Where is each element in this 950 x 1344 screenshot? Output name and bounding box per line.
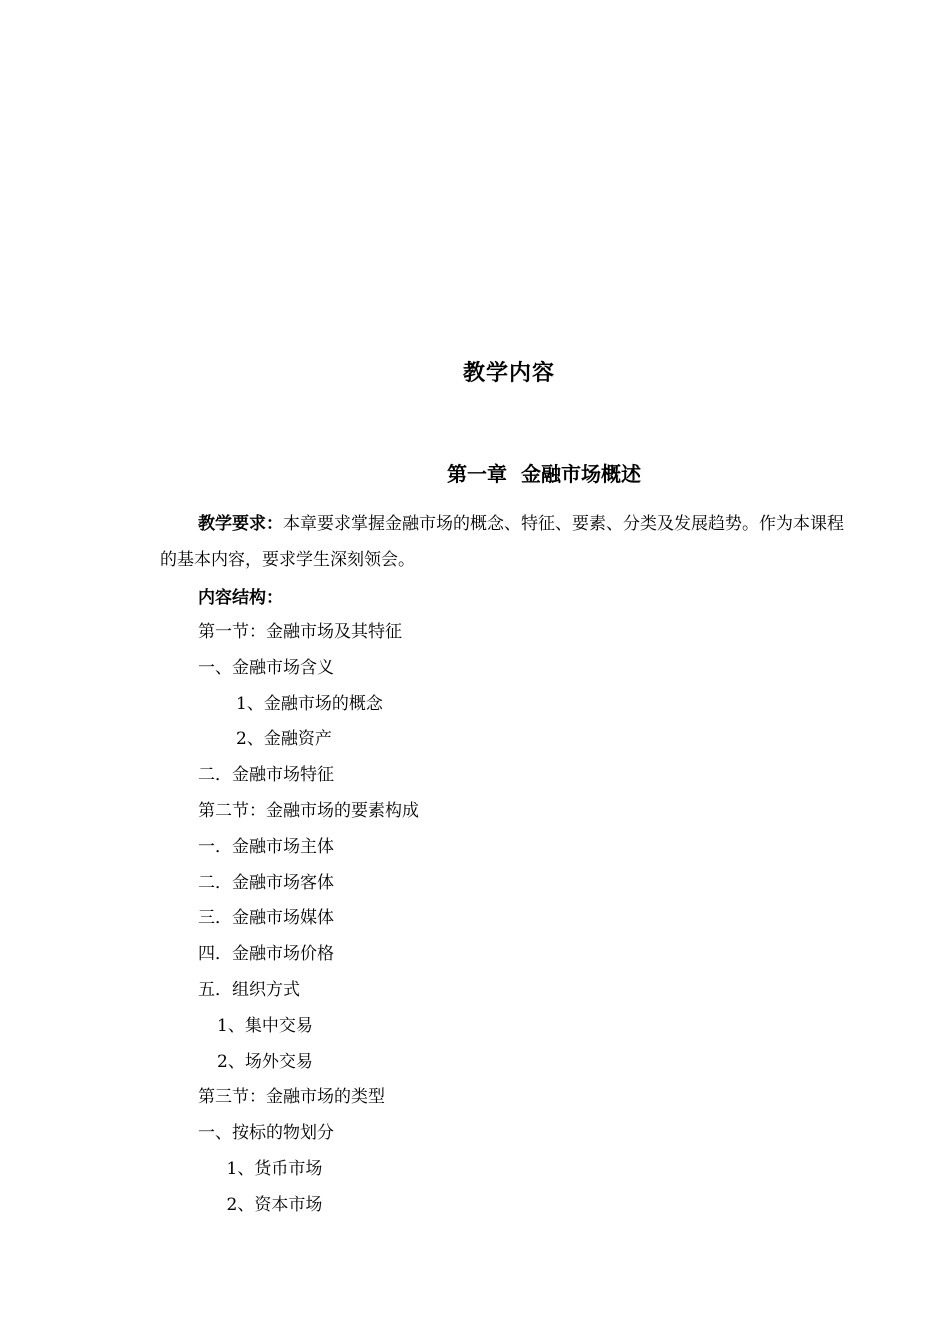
- outline-item: 第二节：金融市场的要素构成: [198, 800, 419, 821]
- outline-item: 五．组织方式: [198, 979, 300, 1000]
- outline-item: 三．金融市场媒体: [198, 908, 334, 929]
- outline-item: 1、金融市场的概念: [236, 693, 383, 714]
- outline-item: 2、金融资产: [236, 729, 332, 750]
- outline-item: 第三节：金融市场的类型: [198, 1087, 385, 1108]
- requirement-label: 教学要求：: [198, 514, 283, 534]
- requirement-text: 本章要求掌握金融市场的概念、特征、要素、分类及发展趋势。作为本课程的基本内容，要求学生深刻领会。: [160, 514, 844, 570]
- outline-item: 1、集中交易: [217, 1015, 313, 1036]
- chapter-title: 第一章 金融市场概述: [447, 462, 641, 486]
- outline-item: 一、按标的物划分: [198, 1123, 334, 1144]
- outline-item: 一．金融市场主体: [198, 836, 334, 857]
- teaching-requirement: [160, 506, 860, 578]
- content-outline: [0, 615, 950, 1224]
- outline-item: 四．金融市场价格: [198, 944, 334, 965]
- structure-label: 内容结构：: [198, 588, 283, 608]
- outline-item: 2、场外交易: [217, 1051, 313, 1072]
- outline-item: 二．金融市场特征: [198, 765, 334, 786]
- outline-item: 1、货币市场: [226, 1158, 323, 1179]
- outline-item: 2、资本市场: [226, 1194, 323, 1215]
- outline-item: 二．金融市场客体: [198, 872, 334, 893]
- outline-item: 第一节：金融市场及其特征: [198, 622, 402, 642]
- page-title: 教学内容: [462, 361, 555, 386]
- outline-item: 一、金融市场含义: [198, 657, 334, 678]
